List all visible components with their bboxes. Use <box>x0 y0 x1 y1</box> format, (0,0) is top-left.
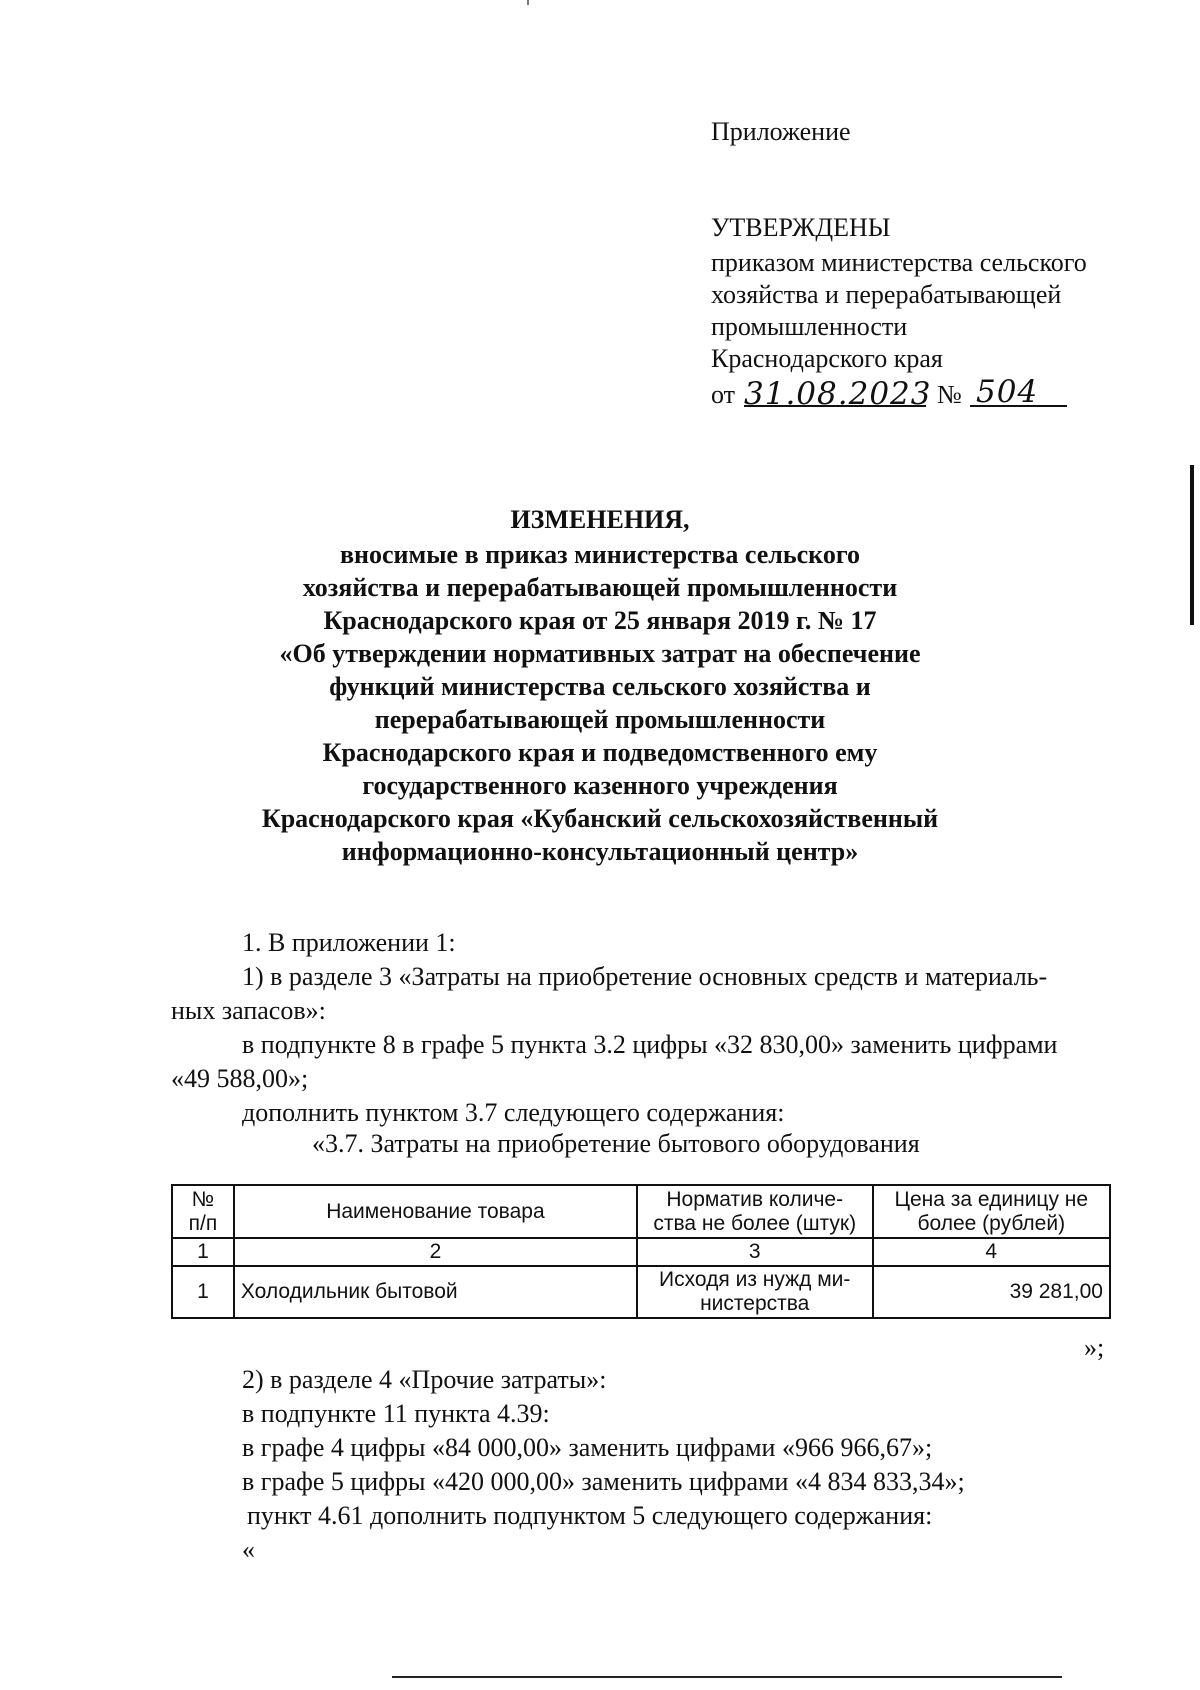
row-price: 39 281,00 <box>873 1266 1110 1318</box>
header-norm: Норматив количе- ства не более (штук) <box>637 1185 873 1238</box>
paragraph-3-7-title: «3.7. Затраты на приобретение бытового оборудования <box>312 1129 920 1158</box>
handwritten-date: 31.08.2023 <box>744 376 932 412</box>
order-line-4: Краснодарского края <box>711 344 943 373</box>
goods-table <box>171 1184 1111 1319</box>
number-prefix: № <box>937 380 962 409</box>
opening-quote: « <box>242 1535 255 1564</box>
paragraph-appendix-1: 1. В приложении 1: <box>242 928 456 957</box>
closing-quote: »; <box>1084 1333 1105 1362</box>
column-number-1: 1 <box>172 1238 234 1266</box>
table-row <box>172 1266 1110 1318</box>
title-line-3: Краснодарского края от 25 января 2019 г. № 17 <box>323 606 877 635</box>
header-name: Наименование товара <box>234 1185 637 1238</box>
paragraph-replace-1-line-1: в подпункте 8 в графе 5 пункта 3.2 цифры «32 830,00» заменить цифрами <box>242 1030 1058 1059</box>
appendix-label: Приложение <box>711 117 851 146</box>
paragraph-section-3-line-1: 1) в разделе 3 «Затраты на приобретение основных средств и материаль- <box>242 962 1048 991</box>
approved-label: УТВЕРЖДЕНЫ <box>711 213 891 242</box>
row-num: 1 <box>172 1266 234 1318</box>
scan-artifact-top <box>527 0 529 5</box>
paragraph-column-4-replace: в графе 4 цифры «84 000,00» заменить цифрами «966 966,67»; <box>242 1433 933 1462</box>
title-line-4: «Об утверждении нормативных затрат на обеспечение <box>279 639 921 668</box>
column-number-4: 4 <box>873 1238 1110 1266</box>
paragraph-add-3-7: дополнить пунктом 3.7 следующего содержания: <box>242 1098 785 1127</box>
order-line-1: приказом министерства сельского <box>711 248 1087 277</box>
table-column-numbers-row <box>172 1238 1110 1266</box>
order-line-3: промышленности <box>711 312 908 341</box>
paragraph-section-4: 2) в разделе 4 «Прочие затраты»: <box>242 1365 607 1394</box>
title-line-2: хозяйства и перерабатывающей промышленности <box>302 573 898 602</box>
paragraph-4-61: пункт 4.61 дополнить подпунктом 5 следующего содержания: <box>247 1501 933 1530</box>
column-number-3: 3 <box>637 1238 873 1266</box>
title-line-8: государственного казенного учреждения <box>362 771 838 800</box>
bottom-rule <box>392 1676 1062 1678</box>
order-line-2: хозяйства и перерабатывающей <box>711 280 1062 309</box>
table-header-row <box>172 1185 1110 1238</box>
title-line-6: перерабатывающей промышленности <box>374 705 826 734</box>
row-name: Холодильник бытовой <box>234 1266 637 1318</box>
paragraph-replace-1-line-2: «49 588,00»; <box>171 1064 309 1093</box>
row-norm: Исходя из нужд ми- нистерства <box>637 1266 873 1318</box>
title-line-9: Краснодарского края «Кубанский сельскохозяйственный <box>261 804 939 833</box>
title-main: ИЗМЕНЕНИЯ, <box>510 505 690 534</box>
title-line-5: функций министерства сельского хозяйства и <box>329 672 871 701</box>
date-prefix: от <box>711 380 736 409</box>
header-price: Цена за единицу не более (рублей) <box>873 1185 1110 1238</box>
title-line-1: вносимые в приказ министерства сельского <box>340 540 860 569</box>
paragraph-4-39: в подпункте 11 пункта 4.39: <box>242 1399 550 1428</box>
column-number-2: 2 <box>234 1238 637 1266</box>
paragraph-column-5-replace: в графе 5 цифры «420 000,00» заменить цифрами «4 834 833,34»; <box>242 1467 965 1496</box>
handwritten-number: 504 <box>976 374 1039 410</box>
title-line-10: информационно-консультационный центр» <box>341 837 859 866</box>
title-line-7: Краснодарского края и подведомственного ему <box>322 738 878 767</box>
paragraph-section-3-line-2: ных запасов»: <box>171 996 326 1025</box>
header-num: № п/п <box>172 1185 234 1238</box>
